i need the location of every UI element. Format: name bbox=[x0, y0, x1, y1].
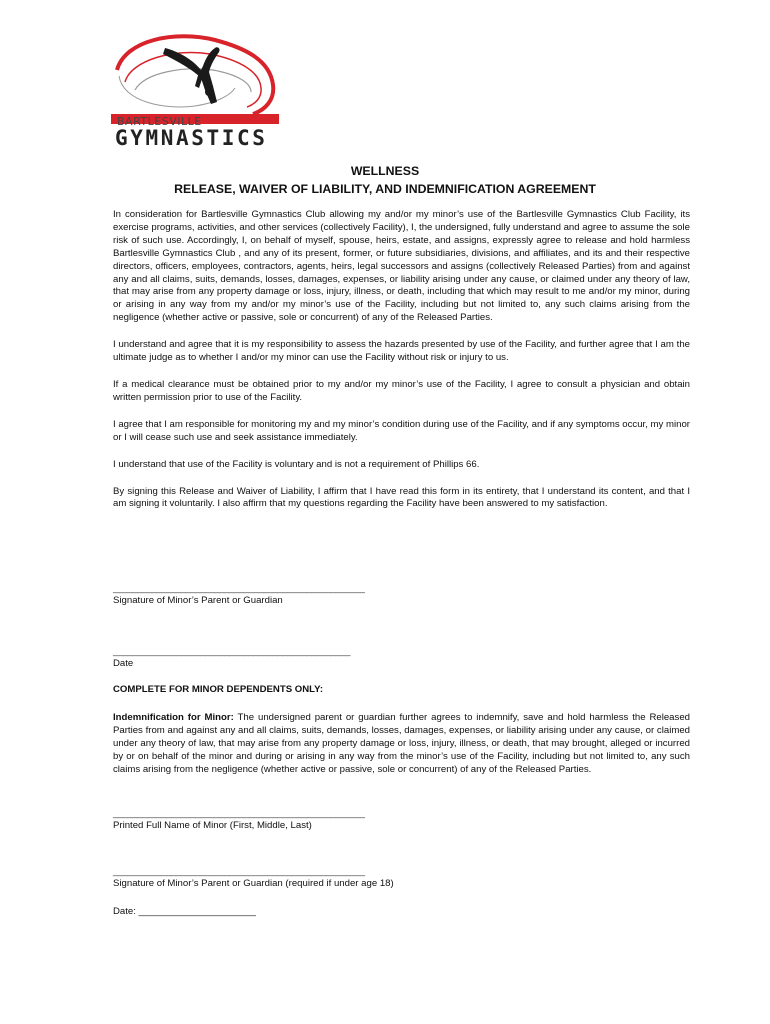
document-title bbox=[0, 162, 770, 198]
parent-signature-field[interactable] bbox=[113, 583, 364, 607]
paragraph: If a medical clearance must be obtained prior to my and/or my minor’s use of the Facility, I agree to consult a physician and obtain written permission prior to use of the Facility. bbox=[113, 378, 690, 403]
paragraph: In consideration for Bartlesville Gymnastics Club allowing my and/or my minor’s use of the Bartlesville Gymnastics Club Facility, its exercise programs, activities, and other services (collectively Facility), I, the undersigned, fully understand and agree to assume the sole risk of such use. Accordingly, I, on behalf of myself, spouse, heirs, estate, and assigns, expressly agree to release and hold harmless Bartlesville Gymnastics Club , and any of its present, former, or future subsidiaries, divisions, and affiliates, and its and their respective directors, officers, employees, contractors, agents, heirs, legal successors and assigns (collectively Released Parties) from and against any and all claims, suits, demands, losses, damages, expenses, or liability arising under any cause, or claimed under any theory of law, that may arise from any property damage or loss, injury, illness, or death, including that which may result to me and/or my minor, during or arising in any way from my and/or my minor’s use of the Facility, including but not limited to, any such claims arising from the negligence (whether active or passive, sole or concurrent) of any of the Released Parties. bbox=[113, 209, 690, 324]
minor-name-field[interactable] bbox=[113, 808, 364, 832]
indemnification-text: The undersigned parent or guardian further agrees to indemnify, save and hold harmless the Released Parties from and against any and all claims, suits, demands, losses, damages, expenses, or liability arising under any cause, or claimed under any theory of law, that may arise from any property damage or loss, injury, illness, or death, that may brought, alleged or incurred by or on behalf of the minor and during or arising in any way from the minor’s use of the Facility, including but not limited to, any such claims arising from the negligence (whether active or passive, sole or concurrent) of any of the Released Parties. bbox=[113, 712, 690, 775]
minor-section-heading: COMPLETE FOR MINOR DEPENDENTS ONLY: bbox=[113, 684, 324, 695]
gymnastics-logo bbox=[105, 30, 285, 148]
paragraph: I agree that I am responsible for monitoring my and my minor’s condition during use of the Facility, and if any symptoms occur, my minor or I will cease such use and seek assistance immediately. bbox=[113, 418, 690, 443]
signature-line: ____________________________________________________ bbox=[113, 583, 365, 594]
waiver-body bbox=[113, 209, 690, 525]
paragraph: I understand and agree that it is my responsibility to assess the hazards presented by use of the Facility, and further agree that I am the ultimate judge as to whether I and/or my minor can use the Facility without risk or injury to us. bbox=[113, 339, 690, 364]
logo-top-text: BARTLESVILLE bbox=[117, 115, 202, 128]
paragraph: By signing this Release and Waiver of Liability, I affirm that I have read this form in its entirety, that I understand its content, and that I am signing it voluntarily. I also affirm that my questions regarding the Facility have been answered to my satisfaction. bbox=[113, 485, 690, 510]
minor-date-field[interactable]: Date: ______________________ bbox=[113, 906, 256, 917]
minor-name-line: ____________________________________________________ bbox=[113, 808, 365, 819]
parent-minor-signature-field[interactable] bbox=[113, 866, 394, 890]
printed-name-label: Printed Full Name of Minor (First, Middle, Last) bbox=[113, 820, 312, 831]
parent-signature-label: Signature of Minor’s Parent or Guardian bbox=[113, 595, 283, 606]
title-line-1: WELLNESS bbox=[350, 164, 420, 178]
indemnification-title: Indemnification for Minor: bbox=[113, 712, 234, 723]
paragraph: I understand that use of the Facility is voluntary and is not a requirement of Phillips 66. bbox=[113, 458, 480, 470]
logo-main-text: GYMNASTICS bbox=[115, 126, 268, 150]
date-field[interactable] bbox=[113, 646, 350, 670]
date-label: Date bbox=[113, 658, 134, 669]
parent-minor-signature-line: ____________________________________________________ bbox=[113, 866, 365, 877]
title-line-2: RELEASE, WAIVER OF LIABILITY, AND INDEMNIFICATION AGREEMENT bbox=[174, 182, 596, 196]
date-line: _________________________________________________ bbox=[113, 646, 350, 657]
parent-minor-signature-label: Signature of Minor’s Parent or Guardian (required if under age 18) bbox=[113, 878, 394, 889]
indemnification-paragraph bbox=[113, 712, 690, 777]
